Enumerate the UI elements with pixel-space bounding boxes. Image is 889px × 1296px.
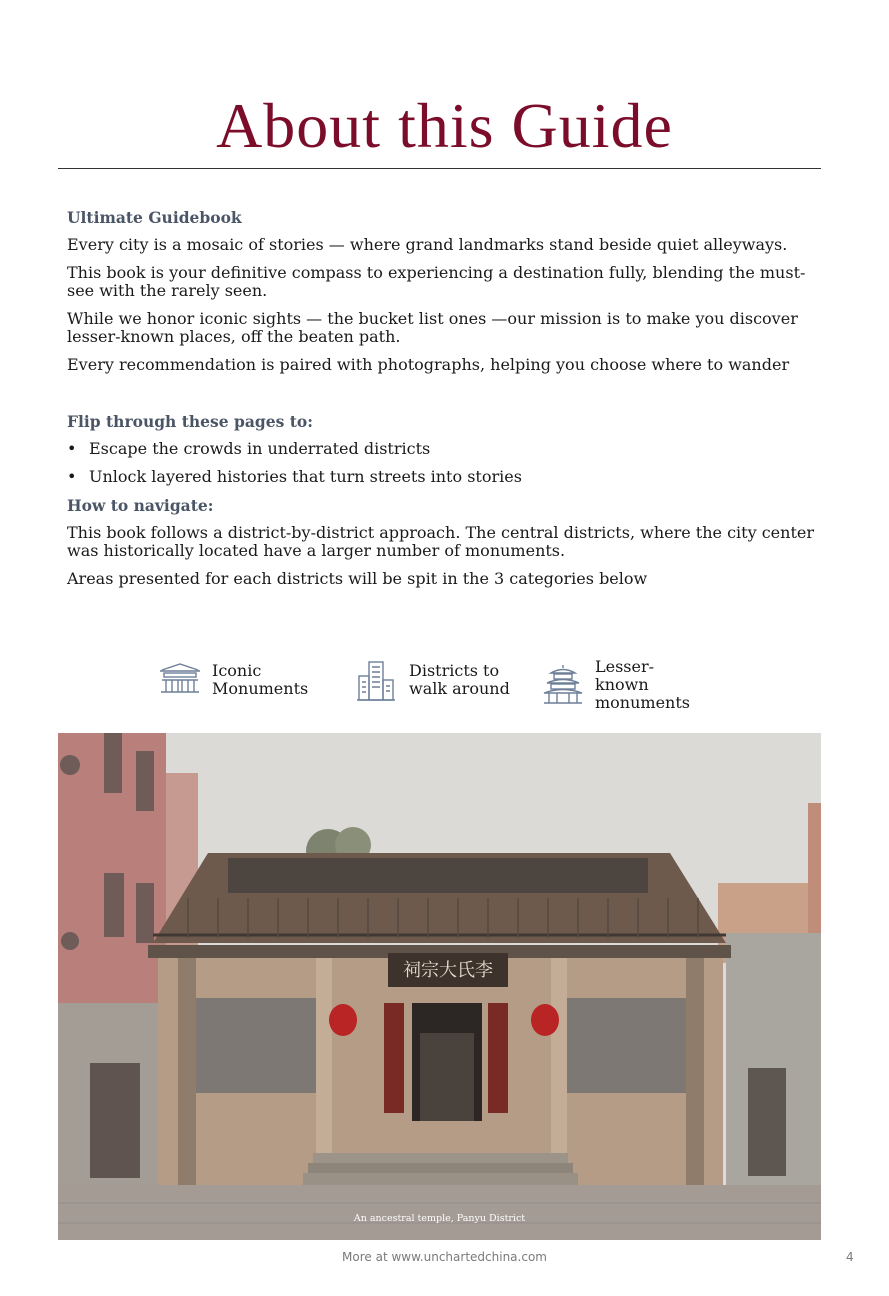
category-label <box>409 662 519 698</box>
bullet-item <box>67 440 430 458</box>
bullet-dot-icon: • <box>67 439 77 458</box>
category-label-line: Monuments <box>212 679 309 698</box>
category-label-line: Districts to <box>409 661 500 680</box>
category-label <box>212 662 322 698</box>
category-lesser-known <box>541 658 705 712</box>
bullet-dot-icon: • <box>67 467 77 486</box>
section-heading-navigate: How to navigate: <box>67 496 214 515</box>
paragraph: This book is your definitive compass to experiencing a destination fully, blending the must-see with the rarely seen. <box>67 263 806 300</box>
title-divider <box>58 168 821 169</box>
category-label-line: walk around <box>409 679 510 698</box>
page-number: 4 <box>846 1250 854 1264</box>
category-label-line: monuments <box>595 693 690 712</box>
section-heading-guidebook: Ultimate Guidebook <box>67 208 242 227</box>
temple-illustration <box>58 733 821 1240</box>
paragraph: Every city is a mosaic of stories — where grand landmarks stand beside quiet alleyways. <box>67 235 788 254</box>
paragraph: Areas presented for each districts will be spit in the 3 categories below <box>67 569 648 588</box>
temple-sign: 祠宗大氏李 <box>403 960 493 981</box>
buildings-icon <box>355 658 399 702</box>
page-title: About this Guide <box>216 90 673 161</box>
footer-website-link[interactable]: More at www.unchartedchina.com <box>342 1250 547 1264</box>
photo-caption: An ancestral temple, Panyu District <box>353 1213 526 1224</box>
category-label-line: Lesser-known <box>595 657 655 694</box>
category-label <box>595 658 705 712</box>
category-districts <box>355 658 519 702</box>
category-label-line: Iconic <box>212 661 262 680</box>
paragraph: This book follows a district-by-district approach. The central districts, where the city center was historically located have a larger number of monuments. <box>67 523 814 560</box>
bullet-text: Unlock layered histories that turn streets into stories <box>89 467 522 486</box>
pagoda-gate-icon <box>158 658 202 702</box>
pavilion-icon <box>541 663 585 707</box>
bullet-item <box>67 468 522 486</box>
temple-photo <box>58 733 821 1240</box>
paragraph: Every recommendation is paired with photographs, helping you choose where to wander <box>67 355 790 374</box>
category-iconic-monuments <box>158 658 322 702</box>
bullet-text: Escape the crowds in underrated districts <box>89 439 431 458</box>
section-heading-flip: Flip through these pages to: <box>67 412 313 431</box>
paragraph: While we honor iconic sights — the bucket list ones —our mission is to make you discover lesser-known places, off the beaten path. <box>67 309 798 346</box>
